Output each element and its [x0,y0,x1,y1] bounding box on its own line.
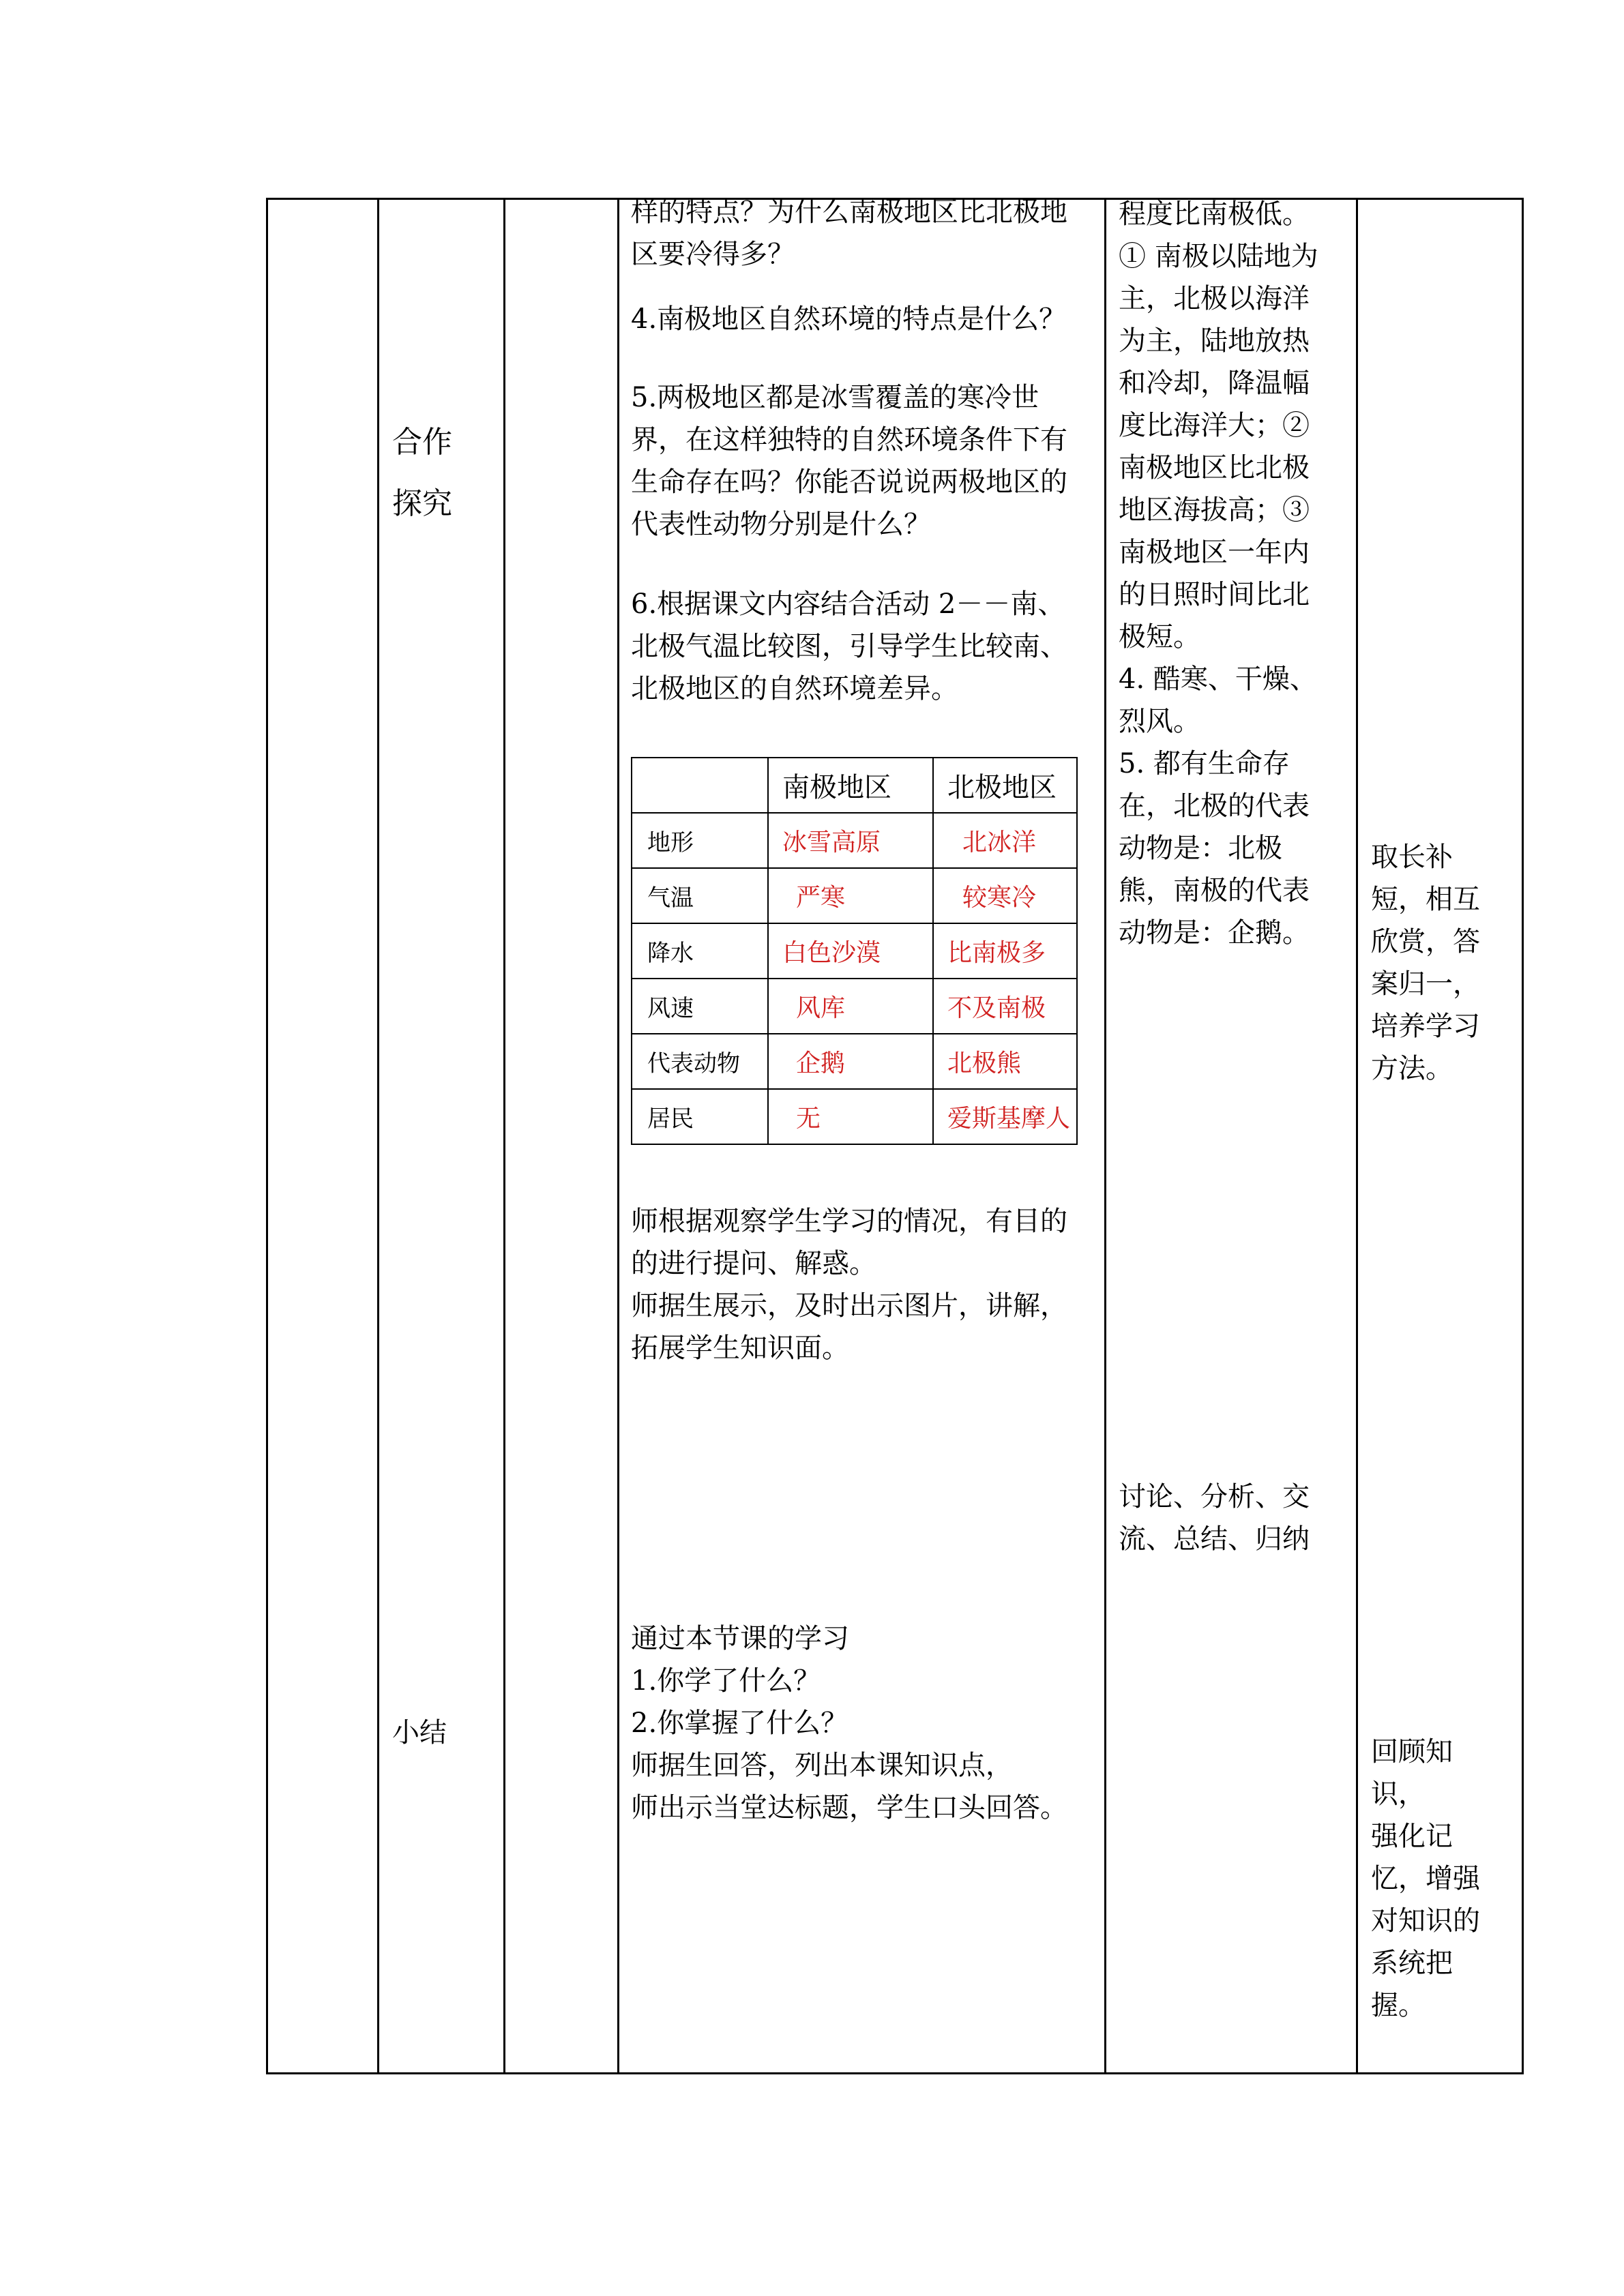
text-line: 培养学习 [1371,1011,1480,1042]
column-divider [1104,200,1106,2072]
text-line: 北极气温比较图，引导学生比较南、 [631,631,1067,662]
text-line: 界，在这样独特的自然环境条件下有 [631,424,1067,456]
table-row [632,868,1077,923]
north-value: 不及南极 [933,979,1077,1034]
text-line: 对知识的 [1371,1905,1480,1937]
row-label: 气温 [632,868,768,923]
text-line: 动物是：企鹅。 [1119,917,1310,949]
question-5 [631,376,1067,546]
text-line: 欣赏，答 [1371,926,1480,957]
text-line: 讨论、分析、交 [1119,1481,1310,1512]
comparison-header-row [632,758,1077,813]
row-label: 居民 [632,1089,768,1144]
north-value: 北冰洋 [933,813,1077,868]
text-line: 区要冷得多？ [631,239,795,270]
text-line: 短，相互 [1371,884,1480,915]
text-line: 度比海洋大；② [1119,410,1310,441]
text-line: 主，北极以海洋 [1119,283,1310,314]
text-line: 回顾知 [1371,1736,1453,1768]
text-line: 案归一， [1371,968,1480,1000]
student-discussion [1119,1476,1310,1560]
south-value: 无 [768,1089,933,1144]
text-line: 样的特点？为什么南极地区比北极地 [631,196,1067,228]
text-line: 烈风。 [1119,706,1200,737]
text-line: 的进行提问、解惑。 [631,1248,876,1279]
text-line: 通过本节课的学习 [631,1623,849,1654]
text-line: 4. 酷寒、干燥、 [1119,664,1317,695]
south-value: 冰雪高原 [768,813,933,868]
row-label: 代表动物 [632,1034,768,1089]
row-label: 降水 [632,923,768,979]
text-line: 握。 [1371,1990,1426,2021]
question-6 [631,583,1067,710]
row-label: 地形 [632,813,768,868]
text-line: 1.你学了什么？ [631,1665,821,1697]
column-divider [503,200,505,2072]
north-value: 比南极多 [933,923,1077,979]
column-divider [617,200,619,2072]
text-line: 强化记 [1371,1821,1453,1852]
row-label: 风速 [632,979,768,1034]
teacher-summary [631,1617,1067,1829]
north-value: 爱斯基摩人 [933,1089,1077,1144]
column-divider [377,200,379,2072]
header-north: 北极地区 [933,758,1077,813]
text-line: 熊，南极的代表 [1119,875,1310,906]
text-line: 6.根据课文内容结合活动 2－－南、 [631,588,1065,620]
text-line: ① 南极以陆地为 [1119,241,1318,272]
north-value: 北极熊 [933,1034,1077,1089]
south-value: 白色沙漠 [768,923,933,979]
text-line: 2.你掌握了什么？ [631,1708,848,1739]
text-line: 识， [1371,1778,1426,1810]
text-line: 忆，增强 [1371,1863,1480,1894]
text-line: 师据生展示，及时出示图片，讲解， [631,1290,1067,1322]
table-row [632,1089,1077,1144]
text-line: 地区海拔高；③ [1119,494,1310,526]
question-4: 4.南极地区自然环境的特点是什么？ [631,303,1067,335]
text-line: 的日照时间比北 [1119,579,1310,610]
table-row [632,1034,1077,1089]
text-line: 师根据观察学生学习的情况，有目的 [631,1206,1067,1237]
stage-cooperate: 合作 探究 [392,425,452,521]
text-line: 系统把 [1371,1948,1453,1979]
text-line: 极短。 [1119,621,1200,653]
student-answers [1119,193,1318,954]
stage-summary: 小结 [392,1717,447,1748]
header-south: 南极地区 [768,758,933,813]
teacher-text-top [631,191,1067,275]
text-line: 动物是：北极 [1119,833,1282,864]
table-row [632,923,1077,979]
text-line: 取长补 [1371,841,1453,873]
column-divider [1356,200,1358,2072]
text-line: 为主，陆地放热 [1119,325,1310,357]
text-line: 北极地区的自然环境差异。 [631,673,958,704]
table-row [632,813,1077,868]
text-line: 流、总结、归纳 [1119,1523,1310,1555]
text-line: 师出示当堂达标题，学生口头回答。 [631,1792,1067,1823]
text-line: 方法。 [1371,1053,1453,1084]
north-value: 较寒冷 [933,868,1077,923]
south-value: 企鹅 [768,1034,933,1089]
text-line: 在，北极的代表 [1119,790,1310,822]
text-line: 程度比南极低。 [1119,198,1310,230]
intent-cooperate [1371,836,1480,1090]
text-line: 师据生回答，列出本课知识点， [631,1750,1013,1781]
text-line: 代表性动物分别是什么？ [631,509,931,540]
intent-summary [1371,1731,1480,2027]
text-line: 南极地区一年内 [1119,537,1310,568]
table-row [632,979,1077,1034]
text-line: 5. 都有生命存 [1119,748,1290,779]
text-line: 5.两极地区都是冰雪覆盖的寒冷世 [631,382,1039,413]
south-value: 严寒 [768,868,933,923]
comparison-table [631,757,1078,1145]
text-line: 生命存在吗？你能否说说两极地区的 [631,466,1067,498]
text-line: 拓展学生知识面。 [631,1332,849,1364]
text-line: 南极地区比北极 [1119,452,1310,483]
header-blank [632,758,768,813]
teacher-text-after-table [631,1200,1067,1369]
south-value: 风库 [768,979,933,1034]
text-line: 和冷却，降温幅 [1119,368,1310,399]
